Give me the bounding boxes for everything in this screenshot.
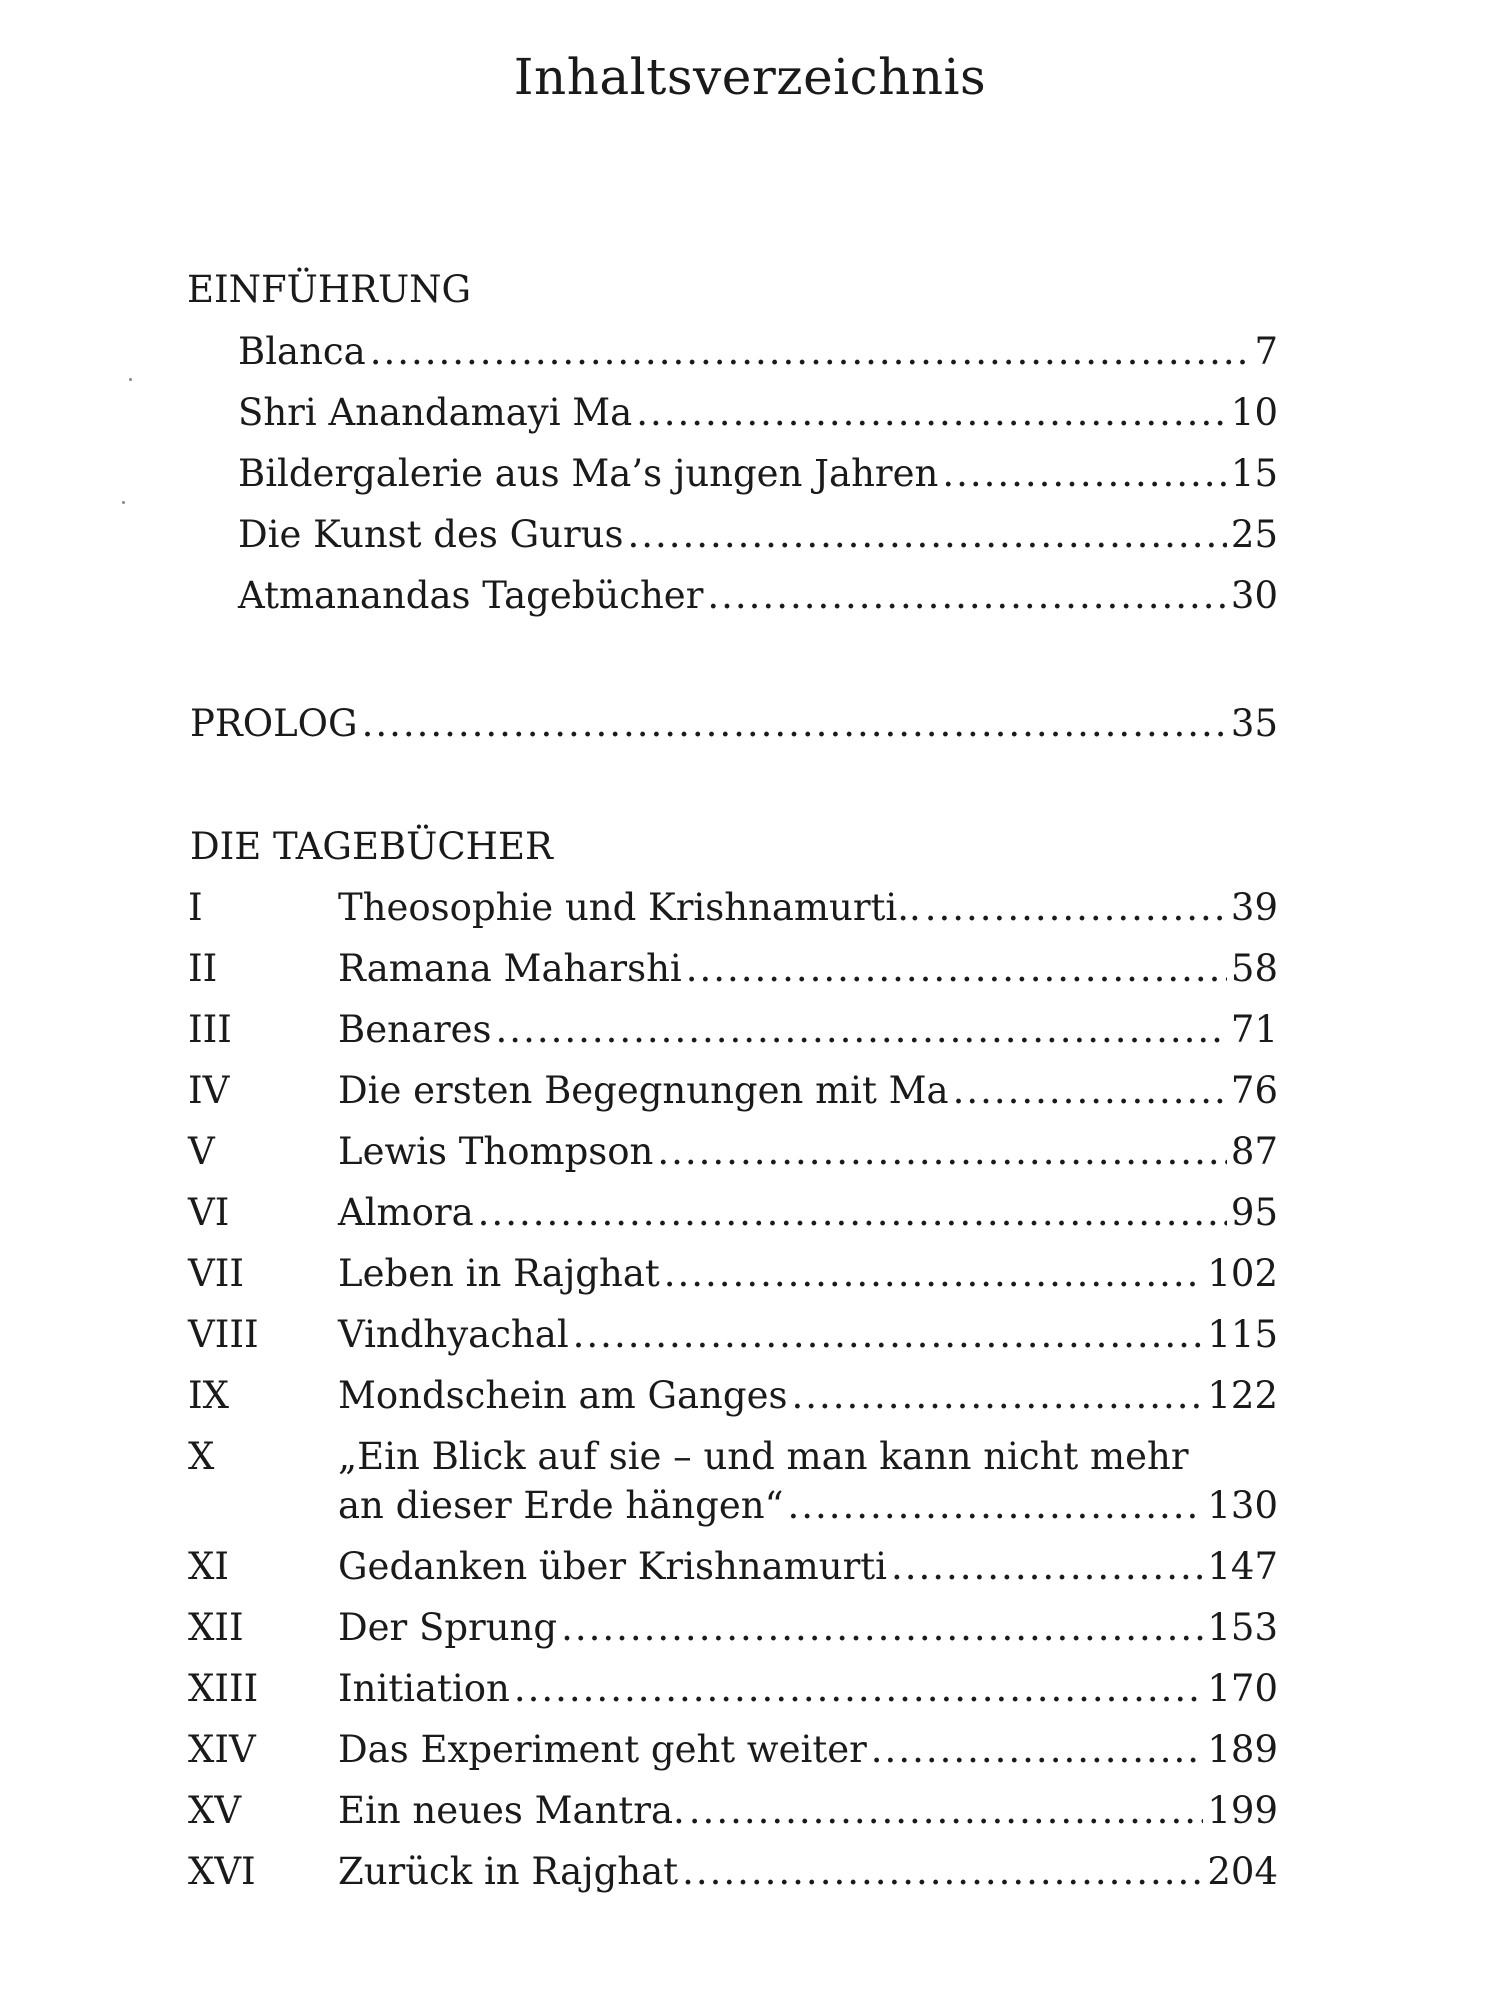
scan-speck [129, 378, 132, 381]
toc-entry-title: Gedanken über Krishnamurti [338, 1545, 887, 1588]
chapter-number: I [188, 886, 203, 929]
chapter-number: VI [188, 1191, 230, 1234]
leader-dots [686, 945, 1227, 993]
toc-entry-page: 199 [1207, 1789, 1278, 1832]
toc-entry-prolog[interactable] [190, 700, 1278, 748]
chapter-number: VIII [188, 1313, 259, 1356]
toc-entry-page: 204 [1207, 1850, 1278, 1893]
toc-entry-title: Zurück in Rajghat [338, 1850, 679, 1893]
toc-entry-page: 25 [1230, 513, 1278, 556]
chapter-number: II [188, 947, 218, 990]
chapter-number: XVI [188, 1850, 256, 1893]
toc-entry[interactable] [338, 1604, 1278, 1652]
toc-entry[interactable] [338, 1372, 1278, 1420]
page-title: Inhaltsverzeichnis [513, 48, 987, 106]
leader-dots [496, 1006, 1227, 1054]
toc-entry[interactable] [338, 1189, 1278, 1237]
toc-entry[interactable] [338, 1726, 1278, 1774]
leader-dots [791, 1372, 1203, 1420]
toc-entry-page: 115 [1207, 1313, 1278, 1356]
leader-dots [682, 1848, 1203, 1896]
toc-entry-title: Theosophie und Krishnamurti.. [338, 886, 921, 929]
toc-entry-page: 15 [1230, 452, 1278, 495]
leader-dots [561, 1604, 1203, 1652]
toc-entry-page: 147 [1207, 1545, 1278, 1588]
toc-entry-page: 7 [1254, 330, 1278, 373]
chapter-number: X [188, 1435, 215, 1478]
chapter-number: IX [188, 1374, 229, 1417]
toc-entry-title: PROLOG [190, 702, 358, 745]
toc-entry-page: 95 [1230, 1191, 1278, 1234]
leader-dots [891, 1543, 1203, 1591]
toc-entry[interactable] [338, 1311, 1278, 1359]
toc-entry[interactable] [338, 1128, 1278, 1176]
toc-entry[interactable] [338, 1848, 1278, 1896]
toc-entry-page: 39 [1230, 886, 1278, 929]
scan-speck [122, 501, 125, 504]
leader-dots [478, 1189, 1227, 1237]
toc-entry-page: 122 [1207, 1374, 1278, 1417]
toc-entry-title: Das Experiment geht weiter [338, 1728, 867, 1771]
leader-dots [689, 1787, 1204, 1835]
leader-dots [787, 1482, 1203, 1530]
leader-dots [657, 1128, 1227, 1176]
toc-entry-title: Atmanandas Tagebücher [238, 574, 704, 617]
toc-entry[interactable] [238, 450, 1278, 498]
leader-dots [636, 389, 1227, 437]
section-heading-einfuehrung: EINFÜHRUNG [187, 268, 472, 311]
toc-entry-page: 170 [1207, 1667, 1278, 1710]
toc-entry-title: Leben in Rajghat [338, 1252, 660, 1295]
section-heading-tagebuecher: DIE TAGEBÜCHER [190, 825, 553, 868]
leader-dots [370, 328, 1251, 376]
toc-entry-page: 76 [1230, 1069, 1278, 1112]
leader-dots [362, 700, 1227, 748]
toc-entry-title: Ramana Maharshi [338, 947, 682, 990]
toc-entry-title: an dieser Erde hängen“ [338, 1484, 784, 1527]
chapter-number: V [188, 1130, 215, 1173]
toc-entry-page: 71 [1230, 1008, 1278, 1051]
chapter-number: III [188, 1008, 232, 1051]
leader-dots [953, 1067, 1227, 1115]
toc-entry-title: Die ersten Begegnungen mit Ma [338, 1069, 949, 1112]
toc-entry[interactable] [238, 328, 1278, 376]
toc-entry[interactable] [338, 1787, 1278, 1835]
toc-entry-title: Vindhyachal [338, 1313, 569, 1356]
leader-dots [573, 1311, 1204, 1359]
chapter-number: VII [188, 1252, 244, 1295]
leader-dots [664, 1250, 1204, 1298]
leader-dots [942, 450, 1227, 498]
chapter-number: XIV [188, 1728, 256, 1771]
chapter-number: XV [188, 1789, 242, 1832]
toc-entry-title: Der Sprung [338, 1606, 558, 1649]
leader-dots [871, 1726, 1204, 1774]
toc-entry[interactable] [338, 1665, 1278, 1713]
toc-entry[interactable] [338, 884, 1278, 932]
toc-entry[interactable] [338, 1067, 1278, 1115]
toc-entry-title: Mondschein am Ganges [338, 1374, 788, 1417]
toc-entry-page: 58 [1230, 947, 1278, 990]
chapter-number: XI [188, 1545, 229, 1588]
toc-entry-title: Ein neues Mantra. [338, 1789, 685, 1832]
toc-entry[interactable] [338, 1482, 1278, 1530]
toc-entry-page: 30 [1230, 574, 1278, 617]
toc-entry-page: 153 [1207, 1606, 1278, 1649]
toc-entry-title: Blanca [238, 330, 366, 373]
toc-entry-page: 130 [1207, 1484, 1278, 1527]
toc-entry[interactable] [338, 1543, 1278, 1591]
leader-dots [707, 572, 1227, 620]
chapter-number: IV [188, 1069, 230, 1112]
toc-entry[interactable] [238, 572, 1278, 620]
toc-entry[interactable] [338, 1006, 1278, 1054]
toc-entry[interactable] [338, 1250, 1278, 1298]
leader-dots [627, 511, 1226, 559]
toc-entry-title: Shri Anandamayi Ma [238, 391, 633, 434]
toc-entry[interactable] [238, 511, 1278, 559]
toc-entry-title: Benares [338, 1008, 492, 1051]
toc-entry-title-line1: „Ein Blick auf sie – und man kann nicht mehr [338, 1435, 1189, 1478]
toc-entry-title: Almora [338, 1191, 474, 1234]
toc-entry-title: Initiation [338, 1667, 510, 1710]
toc-entry-page: 87 [1230, 1130, 1278, 1173]
toc-entry-page: 35 [1230, 702, 1278, 745]
toc-entry[interactable] [338, 945, 1278, 993]
toc-entry-title: Lewis Thompson [338, 1130, 654, 1173]
leader-dots [925, 884, 1227, 932]
chapter-number: XIII [188, 1667, 259, 1710]
chapter-number: XII [188, 1606, 244, 1649]
toc-entry-page: 102 [1207, 1252, 1278, 1295]
toc-entry-title: Die Kunst des Gurus [238, 513, 624, 556]
toc-entry-title: Bildergalerie aus Ma’s jungen Jahren [238, 452, 939, 495]
leader-dots [514, 1665, 1204, 1713]
toc-entry-page: 189 [1207, 1728, 1278, 1771]
toc-entry-page: 10 [1230, 391, 1278, 434]
toc-entry[interactable] [238, 389, 1278, 437]
